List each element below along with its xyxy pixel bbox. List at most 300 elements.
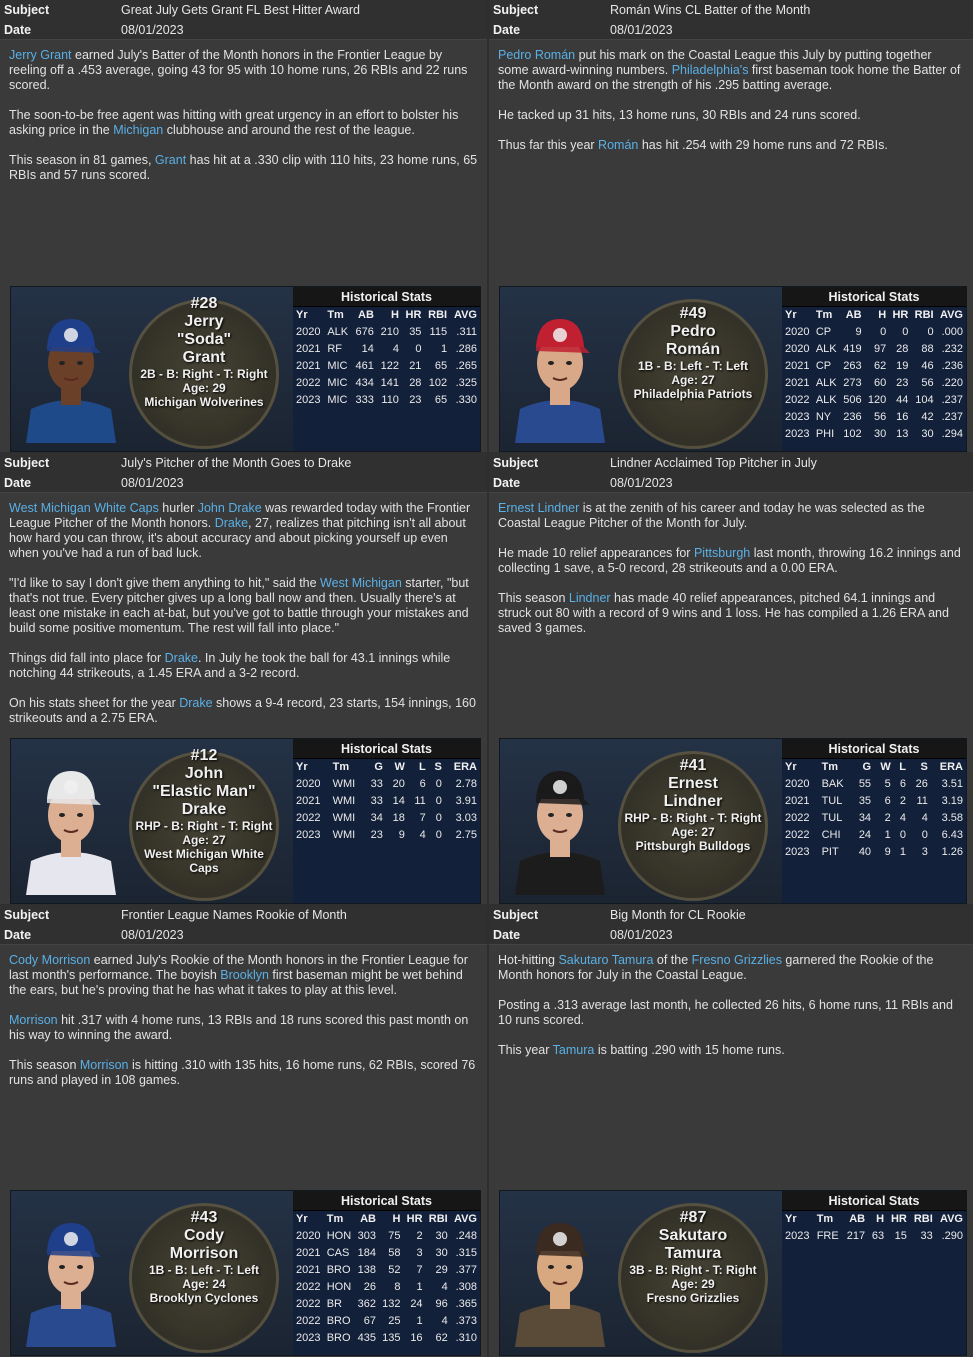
stats-header-row [293, 1211, 480, 1227]
stats-cell: 419 [843, 342, 862, 355]
player-team[interactable]: Michigan Wolverines [144, 395, 264, 409]
article-paragraph [498, 138, 964, 153]
stats-cell: 67 [363, 1314, 376, 1327]
article-text: , 27, realizes that pitching isn't all about how hard you can throw, it's about accuracy and about picking yourself up even when you've had a run of bad luck. [9, 516, 466, 560]
player-number: #43 [190, 1209, 218, 1226]
player-position: 1B - B: Left - T: Left [149, 1263, 259, 1277]
stats-cell: 2022 [785, 828, 810, 841]
stats-cell: 217 [846, 1229, 866, 1242]
article-text: earned July's Rookie of the Month honors in the Frontier League for last month's performance. The boyish [9, 953, 468, 982]
article-link[interactable]: Román [598, 138, 639, 152]
date-label: Date [4, 928, 32, 942]
subject-value: Lindner Acclaimed Top Pitcher in July [610, 456, 817, 470]
player-portrait [21, 1209, 121, 1347]
stats-cell: .220 [941, 376, 963, 389]
article-link[interactable]: Drake [214, 516, 249, 530]
stats-cell: .365 [455, 1297, 477, 1310]
article-body [0, 493, 487, 726]
player-card[interactable] [10, 1190, 481, 1356]
stats-column-header: W [394, 761, 405, 773]
stats-header-row [782, 307, 966, 323]
stats-header-row [782, 759, 966, 775]
player-name[interactable]: Sakutaro [658, 1227, 728, 1244]
stats-cell: 141 [380, 376, 399, 389]
player-number: #49 [679, 305, 707, 322]
stats-cell: WMI [332, 811, 356, 824]
article-text: This season [498, 591, 569, 605]
article-paragraph [498, 48, 964, 93]
player-info [129, 747, 279, 875]
article-text: is batting .290 with 15 home runs. [594, 1043, 785, 1057]
stats-header-row [782, 1211, 966, 1227]
subject-label: Subject [4, 456, 50, 470]
player-position: RHP - B: Right - T: Right [135, 819, 273, 833]
stats-cell: 115 [429, 325, 448, 338]
article-link[interactable]: Grant [154, 153, 187, 167]
article-text: He made 10 relief appearances for [498, 546, 694, 560]
stats-row [782, 1227, 966, 1244]
stats-cell: .236 [941, 359, 963, 372]
player-age: Age: 29 [182, 381, 226, 395]
stats-cell: 14 [392, 794, 405, 807]
stats-cell: .232 [941, 342, 963, 355]
stats-cell: 28 [409, 376, 422, 389]
stats-cell: 9 [884, 845, 891, 858]
article-text: . In July he took the ball for 43.1 innings while notching 44 strikeouts, a 1.45 ERA and a 3-2 record. [9, 651, 451, 680]
stats-row [293, 792, 480, 809]
stats-cell: 2 [884, 811, 891, 824]
article-link[interactable]: Philadelphia's [671, 63, 749, 77]
stats-cell: 2021 [296, 342, 321, 355]
player-portrait [21, 305, 121, 443]
article-paragraph [9, 153, 478, 183]
article-body [0, 945, 487, 1088]
stats-row [293, 1312, 480, 1329]
player-name[interactable]: Lindner [663, 793, 723, 810]
stats-row [782, 340, 966, 357]
stats-column-header: Tm [332, 761, 350, 773]
date-value: 08/01/2023 [610, 23, 673, 37]
historical-stats-title: Historical Stats [782, 739, 966, 759]
stats-row [293, 1244, 480, 1261]
article-link[interactable]: John Drake [197, 501, 262, 515]
article-link[interactable]: Fresno Grizzlies [691, 953, 782, 967]
date-value: 08/01/2023 [121, 23, 184, 37]
article-paragraph [498, 546, 964, 576]
article-link[interactable]: Morrison [79, 1058, 129, 1072]
article-body [489, 493, 973, 636]
article-link[interactable]: Ernest Lindner [498, 501, 580, 515]
player-team[interactable]: Pittsburgh Bulldogs [635, 839, 751, 853]
article-header [0, 905, 487, 945]
historical-stats-title: Historical Stats [782, 1191, 966, 1211]
stats-cell: 263 [843, 359, 862, 372]
player-portrait [510, 305, 610, 443]
stats-cell: 35 [409, 325, 422, 338]
stats-cell: 0 [880, 325, 887, 338]
article-text: This year [498, 1043, 553, 1057]
stats-column-header: L [419, 761, 426, 773]
stats-row [293, 1278, 480, 1295]
stats-cell: 2021 [296, 1263, 321, 1276]
stats-cell: 4 [441, 1280, 448, 1293]
stats-column-header: HR [405, 309, 422, 321]
player-age: Age: 27 [182, 833, 226, 847]
historical-stats-title: Historical Stats [293, 287, 480, 307]
article-text: shows a 9-4 record, 23 starts, 154 innings, 160 strikeouts and a 2.75 ERA. [9, 696, 476, 725]
stats-column-header: G [374, 761, 383, 773]
article-link[interactable]: Jerry Grant [9, 48, 72, 62]
player-name[interactable]: Grant [182, 349, 226, 366]
subject-value: Big Month for CL Rookie [610, 908, 746, 922]
player-avatar[interactable] [21, 1209, 121, 1347]
article-link[interactable]: Drake [179, 696, 213, 710]
player-name[interactable]: "Elastic Man" [152, 783, 256, 800]
player-info [618, 757, 768, 853]
player-position: 2B - B: Right - T: Right [140, 367, 268, 381]
stats-cell: 13 [896, 427, 909, 440]
player-name[interactable]: Pedro [670, 323, 716, 340]
player-avatar[interactable] [510, 305, 610, 443]
stats-table [782, 1211, 966, 1244]
stats-row [782, 843, 966, 860]
player-card[interactable] [499, 286, 967, 452]
player-card[interactable] [10, 286, 481, 452]
stats-column-header: G [862, 761, 872, 773]
article-header [489, 453, 973, 493]
article-paragraph [9, 651, 478, 681]
article-link[interactable]: Lindner [568, 591, 611, 605]
player-name[interactable]: Cody [184, 1227, 224, 1244]
stats-row [293, 809, 480, 826]
stats-cell: 1 [416, 1280, 423, 1293]
stats-cell: 56 [873, 410, 887, 423]
article-text: He tacked up 31 hits, 13 home runs, 30 RBIs and 24 runs scored. [498, 108, 861, 122]
article-text: Thus far this year [498, 138, 599, 152]
stats-cell: 21 [409, 359, 422, 372]
stats-cell: CP [815, 359, 832, 372]
historical-stats-panel [293, 287, 480, 451]
date-row [0, 473, 487, 493]
player-name[interactable]: Román [665, 341, 721, 358]
date-label: Date [493, 476, 521, 490]
article-link[interactable]: Cody Morrison [9, 953, 91, 967]
player-avatar[interactable] [510, 1209, 610, 1347]
stats-cell: 2021 [785, 359, 810, 372]
stats-column-header: Yr [296, 761, 308, 773]
stats-row [782, 425, 966, 442]
stats-cell: 0 [415, 342, 422, 355]
stats-cell: 506 [843, 393, 862, 406]
stats-cell: 2020 [785, 777, 810, 790]
article-paragraph [9, 501, 478, 561]
stats-cell: 2023 [296, 828, 321, 841]
player-portrait [510, 757, 610, 895]
stats-cell: 2021 [296, 359, 321, 372]
stats-row [782, 775, 966, 792]
stats-column-header: Tm [815, 309, 833, 321]
player-position: RHP - B: Right - T: Right [624, 811, 762, 825]
player-name[interactable]: Ernest [668, 775, 718, 792]
player-info [618, 305, 768, 401]
stats-cell: 3 [921, 845, 928, 858]
stats-cell: ALK [327, 325, 349, 338]
stats-cell: 88 [921, 342, 934, 355]
player-name[interactable]: Morrison [169, 1245, 239, 1262]
stats-cell: .290 [941, 1229, 963, 1242]
stats-cell: 20 [392, 777, 405, 790]
subject-label: Subject [493, 908, 539, 922]
player-age: Age: 27 [671, 825, 715, 839]
player-card[interactable] [10, 738, 481, 904]
stats-cell: 33 [370, 777, 383, 790]
date-row [489, 925, 973, 945]
stats-cell: TUL [821, 794, 843, 807]
player-team[interactable]: Brooklyn Cyclones [149, 1291, 259, 1305]
article-link[interactable]: West Michigan White Caps [9, 501, 159, 515]
player-name[interactable]: Jerry [184, 313, 224, 330]
player-avatar[interactable] [510, 757, 610, 895]
stats-cell: 25 [388, 1314, 401, 1327]
stats-cell: 35 [858, 794, 872, 807]
article-link[interactable]: Michigan [113, 123, 164, 137]
stats-cell: 2023 [296, 393, 321, 406]
stats-cell: 6.43 [941, 828, 963, 841]
stats-column-header: RBI [913, 1213, 933, 1225]
stats-cell: 2023 [785, 410, 810, 423]
stats-cell: 135 [382, 1331, 401, 1344]
player-team[interactable]: West Michigan White Caps [144, 847, 264, 875]
stats-column-header: H [876, 1213, 885, 1225]
stats-row [293, 1261, 480, 1278]
stats-cell: ALK [815, 393, 837, 406]
stats-cell: .311 [456, 325, 477, 338]
player-name[interactable]: Tamura [664, 1245, 722, 1262]
stats-cell: 3.58 [941, 811, 963, 824]
stats-cell: 2020 [785, 342, 810, 355]
article-body [489, 945, 973, 1058]
stats-table [782, 759, 966, 860]
player-age: Age: 24 [182, 1277, 226, 1291]
news-article [489, 453, 973, 904]
player-number: #41 [679, 757, 707, 774]
article-link[interactable]: Pittsburgh [693, 546, 751, 560]
stats-cell: MIC [327, 359, 348, 372]
stats-cell: 8 [394, 1280, 401, 1293]
stats-column-header: ERA [939, 761, 963, 773]
subject-label: Subject [493, 456, 539, 470]
stats-cell: 184 [357, 1246, 376, 1259]
player-portrait [21, 757, 121, 895]
stats-cell: 23 [409, 393, 422, 406]
historical-stats-title: Historical Stats [293, 739, 480, 759]
stats-cell: 110 [381, 393, 399, 406]
article-link[interactable]: Tamura [552, 1043, 595, 1057]
player-avatar[interactable] [21, 757, 121, 895]
date-value: 08/01/2023 [121, 476, 184, 490]
article-header [0, 0, 487, 40]
stats-cell: 2023 [785, 427, 810, 440]
stats-cell: CHI [821, 828, 841, 841]
stats-cell: 75 [388, 1229, 401, 1242]
stats-cell: 9 [855, 325, 862, 338]
stats-row [293, 391, 480, 408]
player-avatar[interactable] [21, 305, 121, 443]
stats-row [293, 1329, 480, 1346]
stats-cell: 435 [357, 1331, 376, 1344]
stats-column-header: AVG [453, 1213, 477, 1225]
stats-cell: 26 [915, 777, 928, 790]
article-paragraph [9, 953, 478, 998]
article-header [489, 905, 973, 945]
stats-cell: 2020 [296, 325, 321, 338]
stats-cell: 6 [419, 777, 426, 790]
stats-header-row [293, 759, 480, 775]
stats-cell: 4 [921, 811, 928, 824]
article-text: first baseman took home the Batter of the Month award on the strength of his .295 batting average. [498, 63, 961, 92]
article-text: hit .317 with 4 home runs, 13 RBIs and 18 runs scored this past month on his way to winning the award. [9, 1013, 469, 1042]
player-card[interactable] [499, 738, 967, 904]
stats-cell: .310 [455, 1331, 477, 1344]
stats-column-header: AVG [939, 1213, 963, 1225]
stats-cell: 2021 [296, 794, 321, 807]
historical-stats-panel [293, 739, 480, 903]
article-link[interactable]: West Michigan [320, 576, 402, 590]
historical-stats-title: Historical Stats [782, 287, 966, 307]
article-link[interactable]: Sakutaro Tamura [558, 953, 654, 967]
news-article [0, 905, 487, 1357]
subject-row [489, 0, 973, 20]
subject-label: Subject [4, 3, 50, 17]
stats-cell: 4 [392, 342, 399, 355]
stats-cell: 30 [435, 1246, 448, 1259]
subject-row [0, 0, 487, 20]
stats-cell: 236 [843, 410, 862, 423]
date-row [489, 473, 973, 493]
stats-cell: 26 [363, 1280, 376, 1293]
stats-cell: 40 [858, 845, 872, 858]
stats-cell: 333 [355, 393, 374, 406]
stats-cell: 1.26 [941, 845, 963, 858]
article-header [0, 453, 487, 493]
player-name[interactable]: "Soda" [176, 331, 232, 348]
stats-cell: 34 [370, 811, 383, 824]
stats-column-header: Tm [821, 761, 839, 773]
stats-cell: 18 [392, 811, 405, 824]
stats-cell: 120 [867, 393, 887, 406]
stats-cell: .330 [455, 393, 477, 406]
player-position: 3B - B: Right - T: Right [629, 1263, 757, 1277]
stats-cell: 6 [899, 777, 906, 790]
stats-cell: 4 [899, 811, 906, 824]
stats-column-header: S [434, 761, 442, 773]
player-position: 1B - B: Left - T: Left [638, 359, 748, 373]
stats-row [293, 1295, 480, 1312]
stats-table [293, 1211, 480, 1346]
article-paragraph [9, 1058, 478, 1088]
stats-cell: 0 [921, 828, 928, 841]
stats-cell: 97 [873, 342, 887, 355]
stats-column-header: W [880, 761, 891, 773]
stats-cell: .000 [941, 325, 963, 338]
stats-cell: 4 [441, 1314, 448, 1327]
stats-cell: 2021 [785, 794, 810, 807]
stats-cell: MIC [327, 376, 348, 389]
stats-cell: 2022 [785, 393, 810, 406]
stats-table [293, 759, 480, 843]
stats-cell: 24 [858, 828, 872, 841]
stats-cell: 2022 [296, 1280, 321, 1293]
player-name[interactable]: John [184, 765, 224, 782]
stats-row [293, 340, 480, 357]
player-age: Age: 29 [671, 1277, 715, 1291]
date-label: Date [493, 928, 521, 942]
stats-cell: 65 [434, 359, 448, 372]
player-card[interactable] [499, 1190, 967, 1356]
article-text: Things did fall into place for [9, 651, 165, 665]
article-link[interactable]: Drake [164, 651, 198, 665]
stats-column-header: Tm [816, 1213, 834, 1225]
subject-value: Frontier League Names Rookie of Month [121, 908, 347, 922]
article-link[interactable]: Pedro Román [498, 48, 576, 62]
stats-cell: 2022 [785, 811, 810, 824]
player-age: Age: 27 [671, 373, 715, 387]
stats-cell: 102 [843, 427, 862, 440]
stats-cell: 2020 [296, 1229, 321, 1242]
player-team[interactable]: Philadelphia Patriots [633, 387, 753, 401]
article-text: last month, throwing 16.2 innings and collecting 1 save, a 5-0 record, 28 strikeouts and a 0.00 ERA. [498, 546, 961, 575]
article-paragraph [498, 1043, 964, 1058]
stats-cell: 7 [416, 1263, 423, 1276]
player-team[interactable]: Fresno Grizzlies [646, 1291, 740, 1305]
stats-row [293, 374, 480, 391]
player-number: #28 [190, 295, 218, 312]
article-text: starter, "but that's not true. Every pitcher gives up a long ball now and then. Usually there's at least one mistake in each at-bat, but you've got to battle through your mistakes and build some positive momentum. The rest will fall into place." [9, 576, 469, 635]
stats-cell: CP [815, 325, 832, 338]
stats-cell: .315 [455, 1246, 477, 1259]
stats-row [293, 323, 480, 340]
stats-cell: MIC [327, 393, 348, 406]
stats-cell: 0 [902, 325, 909, 338]
stats-column-header: HR [890, 1213, 907, 1225]
stats-cell: WMI [332, 777, 356, 790]
article-link[interactable]: Morrison [9, 1013, 58, 1027]
stats-cell: 62 [435, 1331, 448, 1344]
stats-cell: 303 [357, 1229, 376, 1242]
article-text: put his mark on the Coastal League this July by putting together some award-winning numbers. [498, 48, 932, 77]
stats-cell: 2022 [296, 376, 321, 389]
stats-cell: 33 [370, 794, 383, 807]
article-text: hurler [158, 501, 198, 515]
stats-row [782, 357, 966, 374]
stats-cell: 42 [921, 410, 934, 423]
stats-cell: CAS [326, 1246, 350, 1259]
article-text: "I'd like to say I don't give them anything to hit," said the [9, 576, 321, 590]
stats-cell: 210 [380, 325, 399, 338]
stats-cell: 2020 [296, 777, 321, 790]
player-name[interactable]: Drake [181, 801, 227, 818]
stats-row [782, 792, 966, 809]
stats-cell: 3.91 [455, 794, 477, 807]
subject-value: Román Wins CL Batter of the Month [610, 3, 811, 17]
stats-cell: ALK [815, 342, 837, 355]
historical-stats-panel [782, 287, 966, 451]
stats-cell: BRO [326, 1314, 351, 1327]
stats-cell: 16 [410, 1331, 423, 1344]
article-link[interactable]: Brooklyn [220, 968, 269, 982]
stats-cell: 362 [357, 1297, 376, 1310]
stats-cell: 44 [896, 393, 909, 406]
